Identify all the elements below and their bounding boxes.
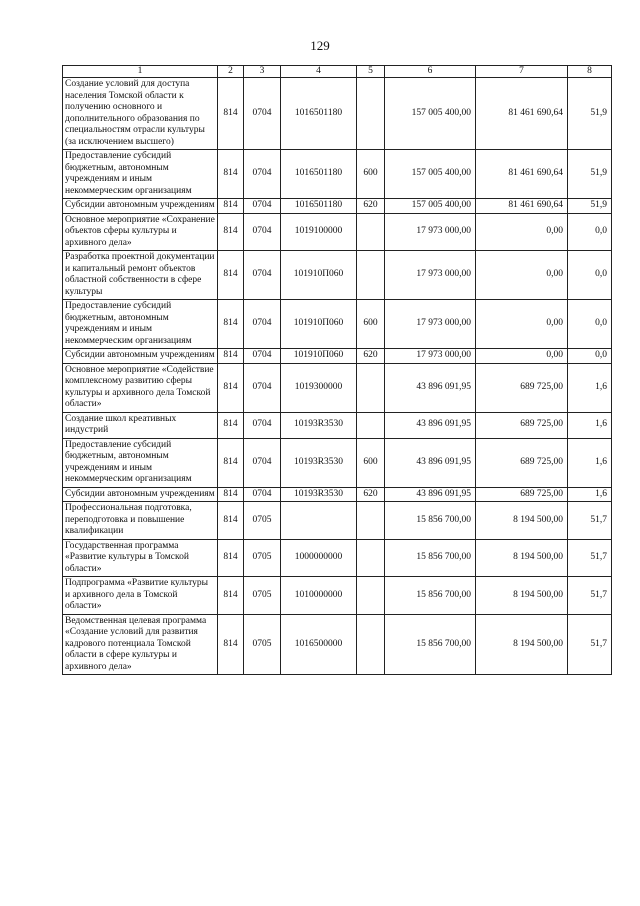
target-article-cell: 10193R3530 xyxy=(281,438,357,487)
row-name-cell: Субсидии автономным учреждениям xyxy=(63,487,218,502)
row-name-cell: Государственная программа «Развитие культуры в Томской области» xyxy=(63,539,218,577)
table-row xyxy=(63,251,612,300)
row-name-cell: Профессиональная подготовка, переподготовка и повышение квалификации xyxy=(63,502,218,540)
section-cell: 0705 xyxy=(244,502,281,540)
glava-cell: 814 xyxy=(218,199,244,214)
column-header: 2 xyxy=(218,66,244,78)
section-cell: 0704 xyxy=(244,349,281,364)
budget-table xyxy=(62,65,612,675)
table-row xyxy=(63,78,612,150)
row-name-cell: Ведомственная целевая программа «Создание условий для развития кадрового потенциала Томской области в сфере культуры и архивного дела» xyxy=(63,614,218,675)
table-row xyxy=(63,614,612,675)
expense-type-cell: 620 xyxy=(357,487,385,502)
percent-cell: 51,7 xyxy=(568,577,612,615)
percent-cell: 51,7 xyxy=(568,539,612,577)
target-article-cell: 1016501180 xyxy=(281,78,357,150)
section-cell: 0704 xyxy=(244,78,281,150)
executed-amount-cell: 689 725,00 xyxy=(476,363,568,412)
glava-cell: 814 xyxy=(218,412,244,438)
executed-amount-cell: 81 461 690,64 xyxy=(476,78,568,150)
executed-amount-cell: 8 194 500,00 xyxy=(476,502,568,540)
table-row xyxy=(63,487,612,502)
target-article-cell: 1019100000 xyxy=(281,213,357,251)
table-row xyxy=(63,349,612,364)
column-header: 7 xyxy=(476,66,568,78)
glava-cell: 814 xyxy=(218,251,244,300)
target-article-cell xyxy=(281,502,357,540)
expense-type-cell xyxy=(357,251,385,300)
planned-amount-cell: 15 856 700,00 xyxy=(385,502,476,540)
row-name-cell: Создание условий для доступа населения Томской области к получению основного и дополнительного образования по специальностям отрасли культуры (за исключением высшего) xyxy=(63,78,218,150)
row-name-cell: Основное мероприятие «Содействие комплексному развитию сферы культуры и архивного дела Томской области» xyxy=(63,363,218,412)
target-article-cell: 1010000000 xyxy=(281,577,357,615)
table-row xyxy=(63,150,612,199)
section-cell: 0704 xyxy=(244,300,281,349)
executed-amount-cell: 0,00 xyxy=(476,300,568,349)
glava-cell: 814 xyxy=(218,577,244,615)
percent-cell: 1,6 xyxy=(568,487,612,502)
expense-type-cell xyxy=(357,577,385,615)
section-cell: 0704 xyxy=(244,487,281,502)
column-header: 1 xyxy=(63,66,218,78)
section-cell: 0704 xyxy=(244,438,281,487)
column-header: 6 xyxy=(385,66,476,78)
row-name-cell: Субсидии автономным учреждениям xyxy=(63,349,218,364)
glava-cell: 814 xyxy=(218,150,244,199)
expense-type-cell: 620 xyxy=(357,349,385,364)
table-row xyxy=(63,199,612,214)
table-row xyxy=(63,539,612,577)
glava-cell: 814 xyxy=(218,78,244,150)
planned-amount-cell: 43 896 091,95 xyxy=(385,363,476,412)
percent-cell: 0,0 xyxy=(568,349,612,364)
section-cell: 0705 xyxy=(244,539,281,577)
header-row xyxy=(63,66,612,78)
percent-cell: 51,7 xyxy=(568,502,612,540)
planned-amount-cell: 17 973 000,00 xyxy=(385,300,476,349)
target-article-cell: 101910П060 xyxy=(281,251,357,300)
percent-cell: 51,9 xyxy=(568,78,612,150)
percent-cell: 51,9 xyxy=(568,150,612,199)
executed-amount-cell: 689 725,00 xyxy=(476,438,568,487)
column-header: 8 xyxy=(568,66,612,78)
expense-type-cell xyxy=(357,363,385,412)
expense-type-cell: 600 xyxy=(357,438,385,487)
table-row xyxy=(63,363,612,412)
glava-cell: 814 xyxy=(218,487,244,502)
table-row xyxy=(63,412,612,438)
expense-type-cell xyxy=(357,539,385,577)
executed-amount-cell: 0,00 xyxy=(476,251,568,300)
expense-type-cell: 600 xyxy=(357,300,385,349)
percent-cell: 51,7 xyxy=(568,614,612,675)
section-cell: 0704 xyxy=(244,363,281,412)
row-name-cell: Создание школ креативных индустрий xyxy=(63,412,218,438)
executed-amount-cell: 81 461 690,64 xyxy=(476,199,568,214)
percent-cell: 0,0 xyxy=(568,251,612,300)
table-row xyxy=(63,577,612,615)
glava-cell: 814 xyxy=(218,213,244,251)
planned-amount-cell: 15 856 700,00 xyxy=(385,577,476,615)
target-article-cell: 10193R3530 xyxy=(281,412,357,438)
row-name-cell: Предоставление субсидий бюджетным, автономным учреждениям и иным некоммерческим организациям xyxy=(63,300,218,349)
target-article-cell: 10193R3530 xyxy=(281,487,357,502)
target-article-cell: 1000000000 xyxy=(281,539,357,577)
expense-type-cell xyxy=(357,614,385,675)
expense-type-cell: 620 xyxy=(357,199,385,214)
section-cell: 0704 xyxy=(244,213,281,251)
percent-cell: 0,0 xyxy=(568,213,612,251)
percent-cell: 1,6 xyxy=(568,438,612,487)
planned-amount-cell: 43 896 091,95 xyxy=(385,487,476,502)
target-article-cell: 1016500000 xyxy=(281,614,357,675)
table-row xyxy=(63,300,612,349)
glava-cell: 814 xyxy=(218,502,244,540)
target-article-cell: 1019300000 xyxy=(281,363,357,412)
expense-type-cell xyxy=(357,78,385,150)
expense-type-cell xyxy=(357,502,385,540)
planned-amount-cell: 43 896 091,95 xyxy=(385,412,476,438)
executed-amount-cell: 689 725,00 xyxy=(476,412,568,438)
percent-cell: 1,6 xyxy=(568,363,612,412)
glava-cell: 814 xyxy=(218,300,244,349)
glava-cell: 814 xyxy=(218,614,244,675)
planned-amount-cell: 15 856 700,00 xyxy=(385,614,476,675)
expense-type-cell: 600 xyxy=(357,150,385,199)
page-number: 129 xyxy=(310,38,330,53)
target-article-cell: 101910П060 xyxy=(281,349,357,364)
planned-amount-cell: 17 973 000,00 xyxy=(385,251,476,300)
planned-amount-cell: 157 005 400,00 xyxy=(385,199,476,214)
executed-amount-cell: 81 461 690,64 xyxy=(476,150,568,199)
column-header: 5 xyxy=(357,66,385,78)
executed-amount-cell: 0,00 xyxy=(476,349,568,364)
section-cell: 0704 xyxy=(244,412,281,438)
expense-type-cell xyxy=(357,412,385,438)
planned-amount-cell: 17 973 000,00 xyxy=(385,213,476,251)
glava-cell: 814 xyxy=(218,363,244,412)
glava-cell: 814 xyxy=(218,438,244,487)
table-row xyxy=(63,213,612,251)
target-article-cell: 101910П060 xyxy=(281,300,357,349)
section-cell: 0705 xyxy=(244,614,281,675)
target-article-cell: 1016501180 xyxy=(281,150,357,199)
section-cell: 0704 xyxy=(244,251,281,300)
table-row xyxy=(63,438,612,487)
planned-amount-cell: 157 005 400,00 xyxy=(385,78,476,150)
planned-amount-cell: 15 856 700,00 xyxy=(385,539,476,577)
glava-cell: 814 xyxy=(218,349,244,364)
column-header: 4 xyxy=(281,66,357,78)
planned-amount-cell: 43 896 091,95 xyxy=(385,438,476,487)
row-name-cell: Субсидии автономным учреждениям xyxy=(63,199,218,214)
executed-amount-cell: 8 194 500,00 xyxy=(476,539,568,577)
row-name-cell: Разработка проектной документации и капитальный ремонт объектов областной собственности в сфере культуры xyxy=(63,251,218,300)
row-name-cell: Основное мероприятие «Сохранение объектов сферы культуры и архивного дела» xyxy=(63,213,218,251)
planned-amount-cell: 157 005 400,00 xyxy=(385,150,476,199)
percent-cell: 1,6 xyxy=(568,412,612,438)
row-name-cell: Подпрограмма «Развитие культуры и архивного дела в Томской области» xyxy=(63,577,218,615)
percent-cell: 51,9 xyxy=(568,199,612,214)
executed-amount-cell: 8 194 500,00 xyxy=(476,614,568,675)
section-cell: 0704 xyxy=(244,199,281,214)
column-header: 3 xyxy=(244,66,281,78)
table-row xyxy=(63,502,612,540)
percent-cell: 0,0 xyxy=(568,300,612,349)
row-name-cell: Предоставление субсидий бюджетным, автономным учреждениям и иным некоммерческим организациям xyxy=(63,150,218,199)
executed-amount-cell: 689 725,00 xyxy=(476,487,568,502)
executed-amount-cell: 8 194 500,00 xyxy=(476,577,568,615)
glava-cell: 814 xyxy=(218,539,244,577)
executed-amount-cell: 0,00 xyxy=(476,213,568,251)
section-cell: 0705 xyxy=(244,577,281,615)
row-name-cell: Предоставление субсидий бюджетным, автономным учреждениям и иным некоммерческим организациям xyxy=(63,438,218,487)
expense-type-cell xyxy=(357,213,385,251)
planned-amount-cell: 17 973 000,00 xyxy=(385,349,476,364)
target-article-cell: 1016501180 xyxy=(281,199,357,214)
section-cell: 0704 xyxy=(244,150,281,199)
